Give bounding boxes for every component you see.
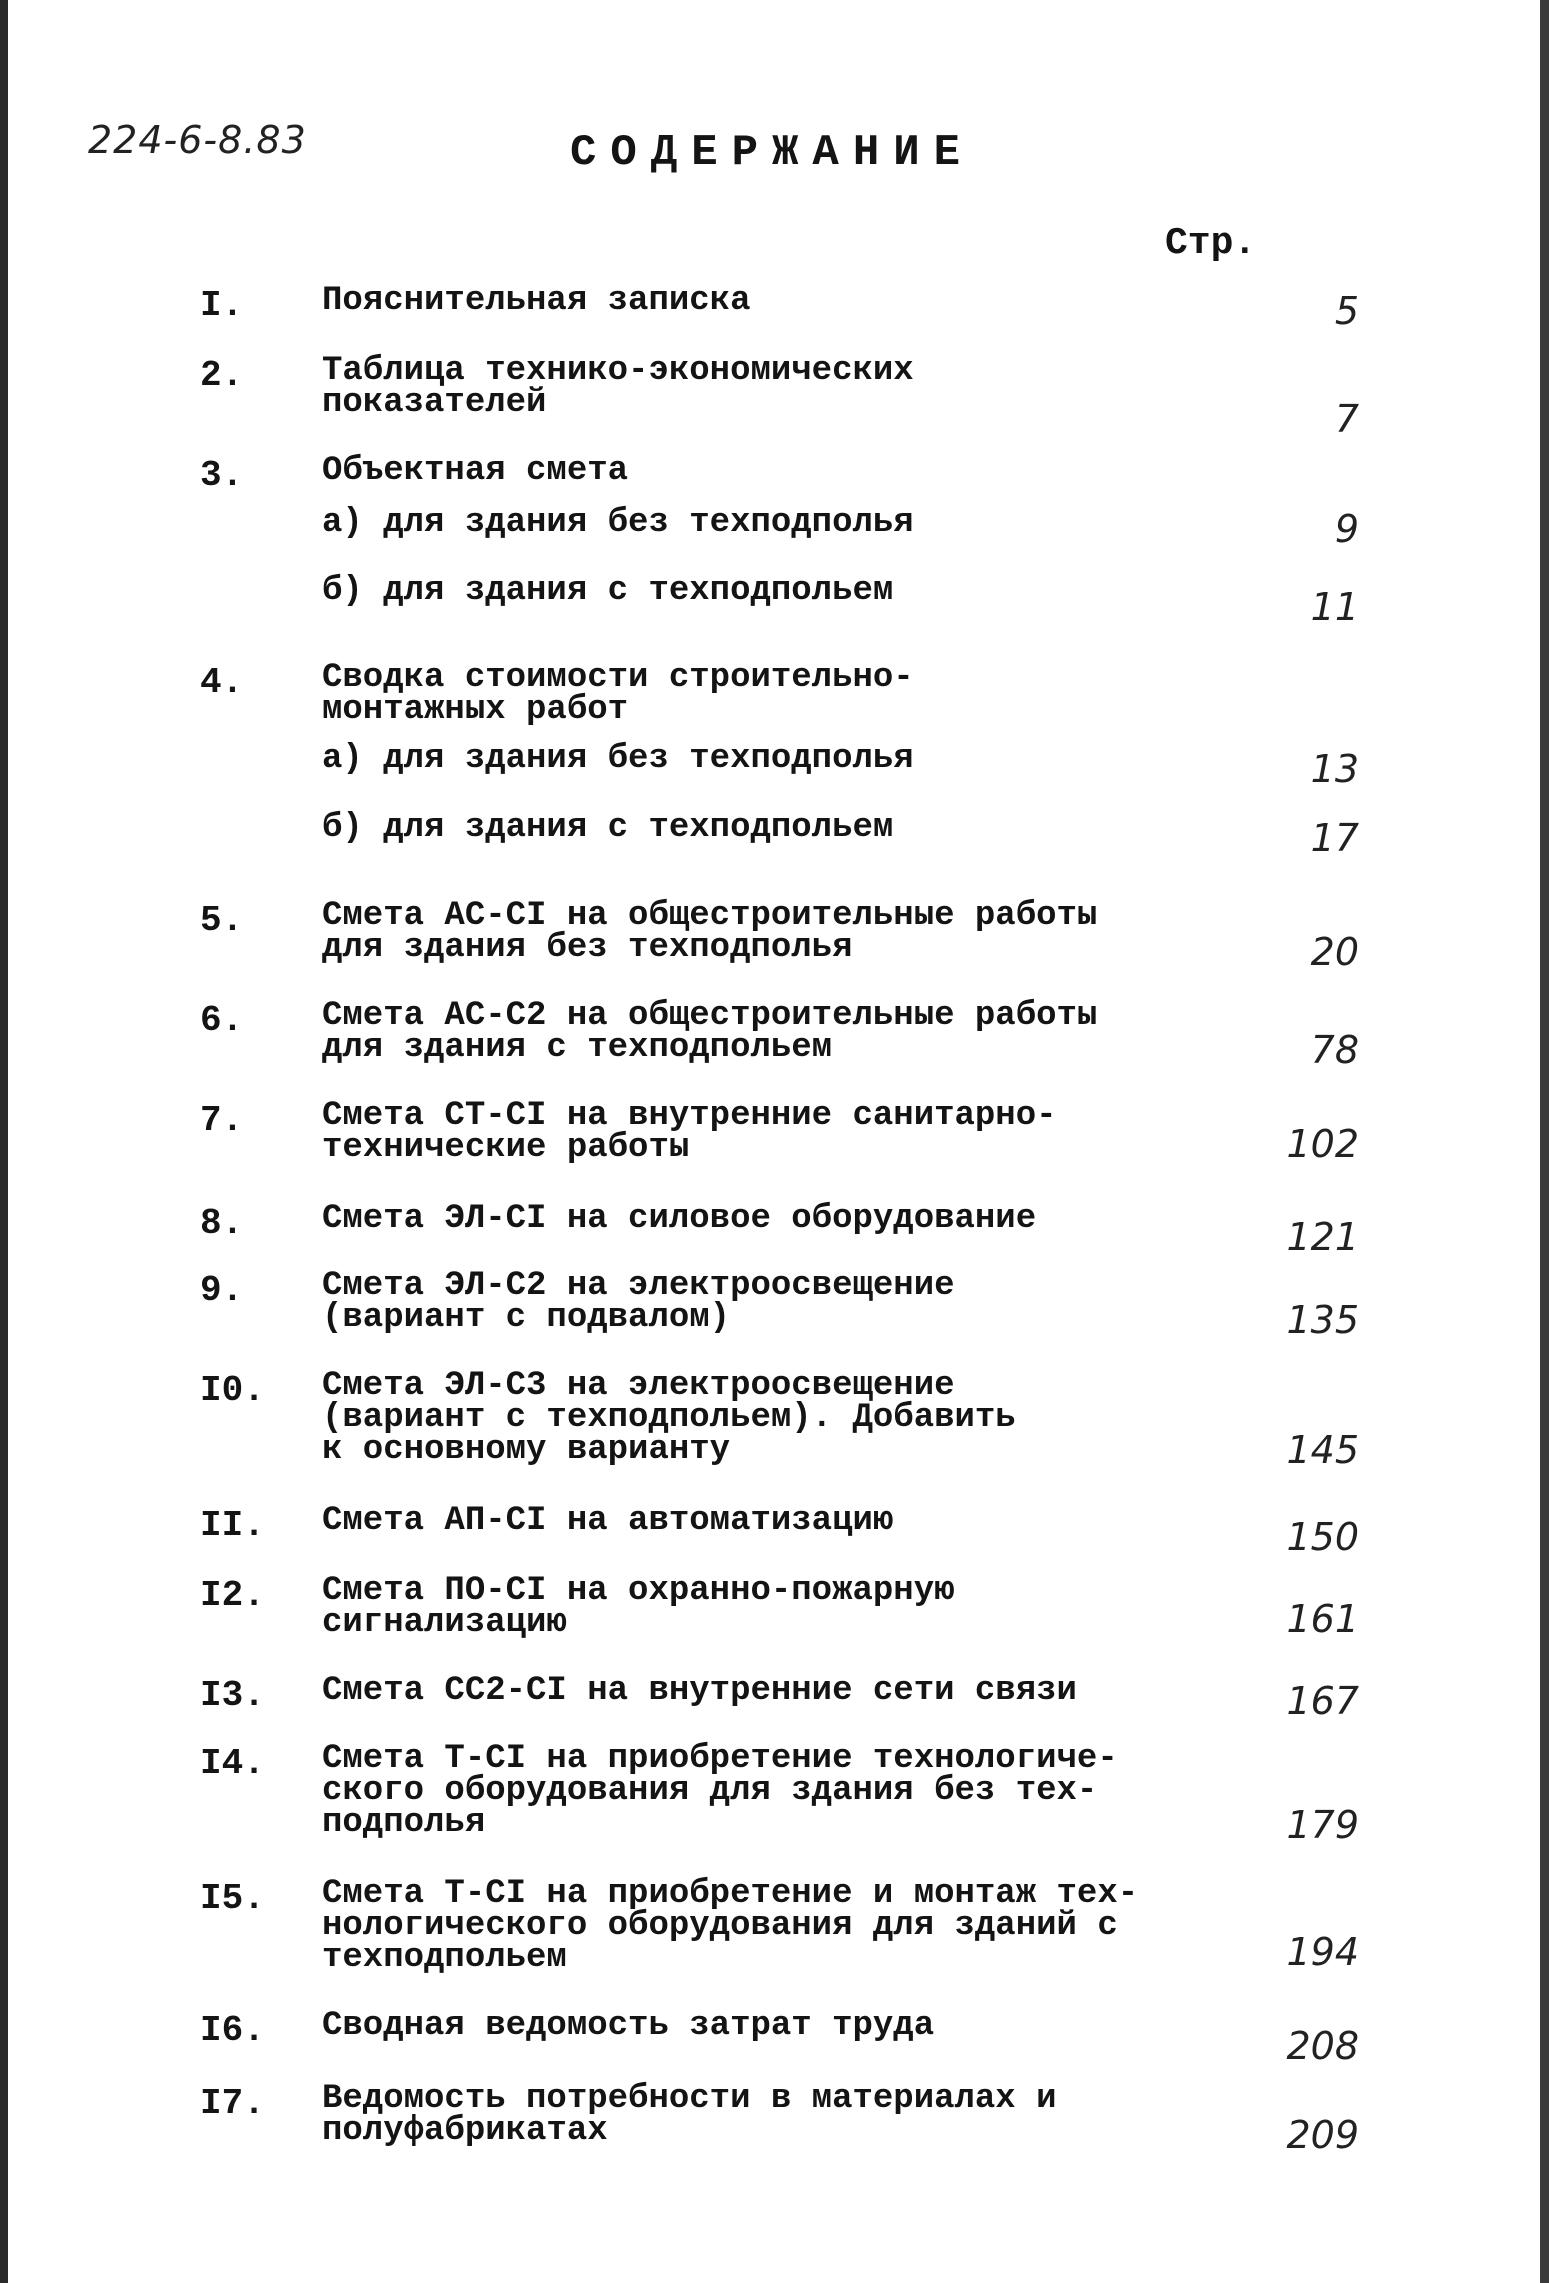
entry-page: 20 [1310, 930, 1359, 974]
entry-page: 121 [1286, 1215, 1359, 1259]
entry-text: а) для здания без техподполья [322, 504, 914, 542]
scan-left-edge [0, 0, 8, 2283]
entry-page: 209 [1286, 2113, 1359, 2157]
entry-number: 5. [200, 900, 244, 941]
entry-text: Пояснительная записка [322, 282, 751, 320]
entry-page: 179 [1286, 1803, 1359, 1847]
entry-page: 167 [1286, 1679, 1359, 1723]
entry-page: 78 [1310, 1028, 1359, 1072]
entry-number: 7. [200, 1100, 244, 1141]
document-code: 224-6-8.83 [88, 118, 307, 162]
entry-text: Таблица технико-экономических показателей [322, 352, 914, 422]
entry-text: Объектная смета [322, 452, 629, 490]
entry-number: 8. [200, 1203, 244, 1244]
entry-page: 194 [1286, 1930, 1359, 1974]
entry-text: Смета СС2-СI на внутренние сети связи [322, 1672, 1077, 1710]
entry-text: Смета АС-С2 на общестроительные работы для здания с техподпольем [322, 997, 1098, 1067]
entry-text: Сводка стоимости строительно- монтажных работ [322, 659, 914, 729]
entry-text: Смета АП-СI на автоматизацию [322, 1502, 894, 1540]
entry-text: а) для здания без техподполья [322, 740, 914, 778]
page-column-label: Стр. [1165, 222, 1257, 265]
entry-number: I6. [200, 2010, 265, 2051]
scan-right-edge [1540, 0, 1549, 2283]
entry-text: Смета ПО-СI на охранно-пожарную сигнализацию [322, 1572, 955, 1642]
entry-text: Сводная ведомость затрат труда [322, 2007, 935, 2045]
entry-number: 6. [200, 1000, 244, 1041]
entry-text: Смета ЭЛ-С3 на электроосвещение (вариант с техподпольем). Добавить к основному варианту [322, 1367, 1016, 1469]
entry-text: Смета АС-СI на общестроительные работы для здания без техподполья [322, 897, 1098, 967]
entry-number: I3. [200, 1675, 265, 1716]
entry-text: Смета Т-СI на приобретение и монтаж тех- нологического оборудования для зданий с техподпольем [322, 1875, 1139, 1977]
entry-number: 4. [200, 662, 244, 703]
entry-page: 102 [1286, 1122, 1359, 1166]
entry-page: 5 [1334, 289, 1359, 333]
entry-page: 135 [1286, 1298, 1359, 1342]
entry-text: Ведомость потребности в материалах и полуфабрикатах [322, 2080, 1057, 2150]
entry-number: 3. [200, 455, 244, 496]
entry-page: 161 [1286, 1597, 1359, 1641]
entry-number: I0. [200, 1370, 265, 1411]
entry-text: Смета Т-СI на приобретение технологиче- ского оборудования для здания без тех- подполья [322, 1740, 1118, 1842]
entry-page: 208 [1286, 2024, 1359, 2068]
entry-text: Смета ЭЛ-С2 на электроосвещение (вариант с подвалом) [322, 1267, 955, 1337]
entry-number: 9. [200, 1270, 244, 1311]
entry-page: 7 [1334, 397, 1359, 441]
entry-page: 17 [1310, 816, 1359, 860]
entry-text: б) для здания с техподпольем [322, 809, 894, 847]
entry-number: I4. [200, 1743, 265, 1784]
entry-page: 11 [1310, 585, 1359, 629]
entry-text: Смета СТ-СI на внутренние санитарно- технические работы [322, 1097, 1057, 1167]
entry-text: б) для здания с техподпольем [322, 572, 894, 610]
entry-number: II. [200, 1505, 265, 1546]
entry-page: 13 [1310, 747, 1359, 791]
entry-page: 150 [1286, 1515, 1359, 1559]
entry-number: I7. [200, 2083, 265, 2124]
entry-number: I. [200, 285, 244, 326]
entry-page: 145 [1286, 1428, 1359, 1472]
entry-page: 9 [1334, 507, 1359, 551]
page-title: СОДЕРЖАНИЕ [570, 128, 975, 178]
entry-text: Смета ЭЛ-СI на силовое оборудование [322, 1200, 1037, 1238]
entry-number: I2. [200, 1575, 265, 1616]
entry-number: I5. [200, 1878, 265, 1919]
entry-number: 2. [200, 355, 244, 396]
